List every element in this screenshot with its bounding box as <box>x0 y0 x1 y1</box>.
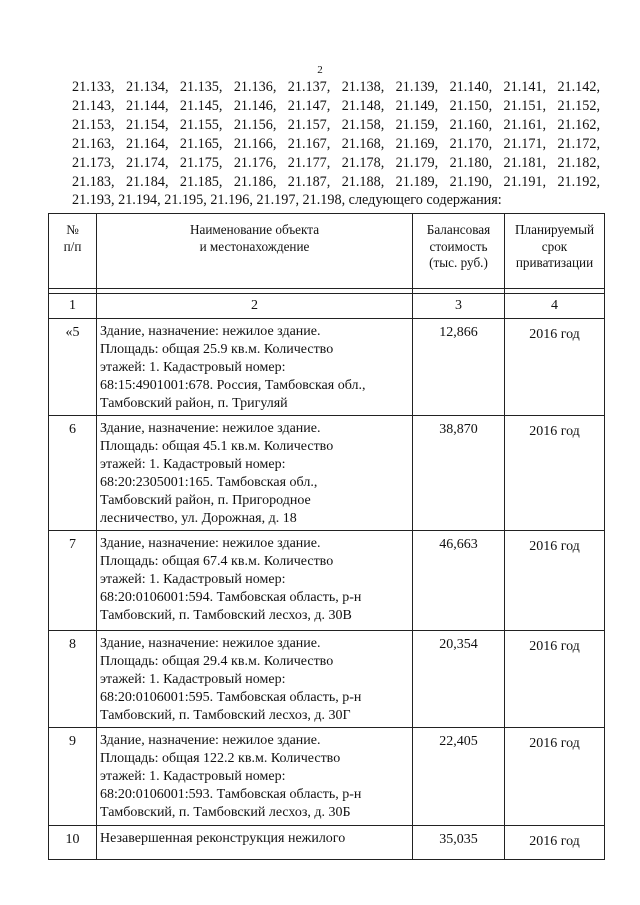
row-description <box>97 826 413 860</box>
header-line: срок <box>541 238 568 254</box>
row-balance: 12,866 <box>413 319 505 416</box>
row-balance: 35,035 <box>413 826 505 860</box>
row-term: 2016 год <box>505 728 605 826</box>
intro-line: 21.193, 21.194, 21.195, 21.196, 21.197, 21.198, следующего содержания: <box>72 192 502 209</box>
intro-line: 21.163, 21.164, 21.165, 21.166, 21.167, 21.168, 21.169, 21.170, 21.171, 21.172, <box>72 135 600 152</box>
row-term: 2016 год <box>505 416 605 531</box>
header-line: № <box>66 222 79 237</box>
row-number: 10 <box>49 826 97 860</box>
description-line: лесничество, ул. Дорожная, д. 18 <box>100 511 297 526</box>
description-line: Площадь: общая 29.4 кв.м. Количество <box>100 654 334 669</box>
description-line: Здание, назначение: нежилое здание. <box>100 324 321 339</box>
description-line: этажей: 1. Кадастровый номер: <box>100 457 286 472</box>
table-header-row <box>49 214 605 289</box>
header-line: и местонахождение <box>199 238 310 254</box>
page-number: 2 <box>317 64 323 76</box>
header-number <box>49 214 97 289</box>
header-line: приватизации <box>515 255 594 270</box>
header-line: стоимость <box>429 238 488 254</box>
row-description <box>97 631 413 728</box>
description-line: 68:20:2305001:165. Тамбовская обл., <box>100 475 318 490</box>
header-name-location <box>97 214 413 289</box>
header-balance-value <box>413 214 505 289</box>
row-term: 2016 год <box>505 826 605 860</box>
column-number: 4 <box>505 294 605 319</box>
header-line: п/п <box>63 238 82 254</box>
intro-line: 21.183, 21.184, 21.185, 21.186, 21.187, 21.188, 21.189, 21.190, 21.191, 21.192, <box>72 173 600 190</box>
column-number: 2 <box>97 294 413 319</box>
row-number: «5 <box>49 319 97 416</box>
description-line: Здание, назначение: нежилое здание. <box>100 536 321 551</box>
description-line: Площадь: общая 122.2 кв.м. Количество <box>100 751 341 766</box>
row-description <box>97 416 413 531</box>
description-line: этажей: 1. Кадастровый номер: <box>100 672 286 687</box>
table-row <box>49 531 605 631</box>
row-balance: 46,663 <box>413 531 505 631</box>
intro-line: 21.153, 21.154, 21.155, 21.156, 21.157, 21.158, 21.159, 21.160, 21.161, 21.162, <box>72 116 600 133</box>
table-row <box>49 728 605 826</box>
description-line: этажей: 1. Кадастровый номер: <box>100 572 286 587</box>
description-line: 68:20:0106001:594. Тамбовская область, р-н <box>100 590 362 605</box>
table-row <box>49 826 605 860</box>
property-table <box>48 213 605 860</box>
description-line: Здание, назначение: нежилое здание. <box>100 733 321 748</box>
description-line: 68:15:4901001:678. Россия, Тамбовская обл., <box>100 378 366 393</box>
header-line: Планируемый <box>514 222 595 237</box>
row-term: 2016 год <box>505 319 605 416</box>
table-row <box>49 416 605 531</box>
description-line: Незавершенная реконструкция нежилого <box>100 831 346 846</box>
description-line: Тамбовский район, п. Тригуляй <box>100 396 288 411</box>
row-balance: 38,870 <box>413 416 505 531</box>
row-number: 9 <box>49 728 97 826</box>
description-line: Тамбовский район, п. Пригородное <box>100 493 311 508</box>
description-line: Здание, назначение: нежилое здание. <box>100 636 321 651</box>
row-term: 2016 год <box>505 631 605 728</box>
description-line: 68:20:0106001:595. Тамбовская область, р-н <box>100 690 362 705</box>
description-line: 68:20:0106001:593. Тамбовская область, р-н <box>100 787 362 802</box>
header-line: Балансовая <box>426 222 491 237</box>
table-row <box>49 631 605 728</box>
column-number: 1 <box>49 294 97 319</box>
header-line: (тыс. руб.) <box>429 255 488 270</box>
row-description <box>97 728 413 826</box>
description-line: Площадь: общая 45.1 кв.м. Количество <box>100 439 334 454</box>
description-line: Тамбовский, п. Тамбовский лесхоз, д. 30Б <box>100 805 351 820</box>
header-privatization-term <box>505 214 605 289</box>
description-line: этажей: 1. Кадастровый номер: <box>100 769 286 784</box>
column-number-row <box>49 294 605 319</box>
description-line: Тамбовский, п. Тамбовский лесхоз, д. 30Г <box>100 708 351 723</box>
row-balance: 20,354 <box>413 631 505 728</box>
intro-line: 21.143, 21.144, 21.145, 21.146, 21.147, 21.148, 21.149, 21.150, 21.151, 21.152, <box>72 97 600 114</box>
description-line: Площадь: общая 67.4 кв.м. Количество <box>100 554 334 569</box>
row-number: 8 <box>49 631 97 728</box>
row-number: 7 <box>49 531 97 631</box>
table-row <box>49 319 605 416</box>
intro-paragraph <box>72 78 600 210</box>
row-term: 2016 год <box>505 531 605 631</box>
row-balance: 22,405 <box>413 728 505 826</box>
description-line: этажей: 1. Кадастровый номер: <box>100 360 286 375</box>
row-description <box>97 319 413 416</box>
intro-line: 21.133, 21.134, 21.135, 21.136, 21.137, 21.138, 21.139, 21.140, 21.141, 21.142, <box>72 79 600 95</box>
row-number: 6 <box>49 416 97 531</box>
header-line: Наименование объекта <box>189 222 320 237</box>
description-line: Здание, назначение: нежилое здание. <box>100 421 321 436</box>
column-number: 3 <box>413 294 505 319</box>
description-line: Тамбовский, п. Тамбовский лесхоз, д. 30В <box>100 608 352 623</box>
row-description <box>97 531 413 631</box>
description-line: Площадь: общая 25.9 кв.м. Количество <box>100 342 334 357</box>
intro-line: 21.173, 21.174, 21.175, 21.176, 21.177, 21.178, 21.179, 21.180, 21.181, 21.182, <box>72 154 600 171</box>
